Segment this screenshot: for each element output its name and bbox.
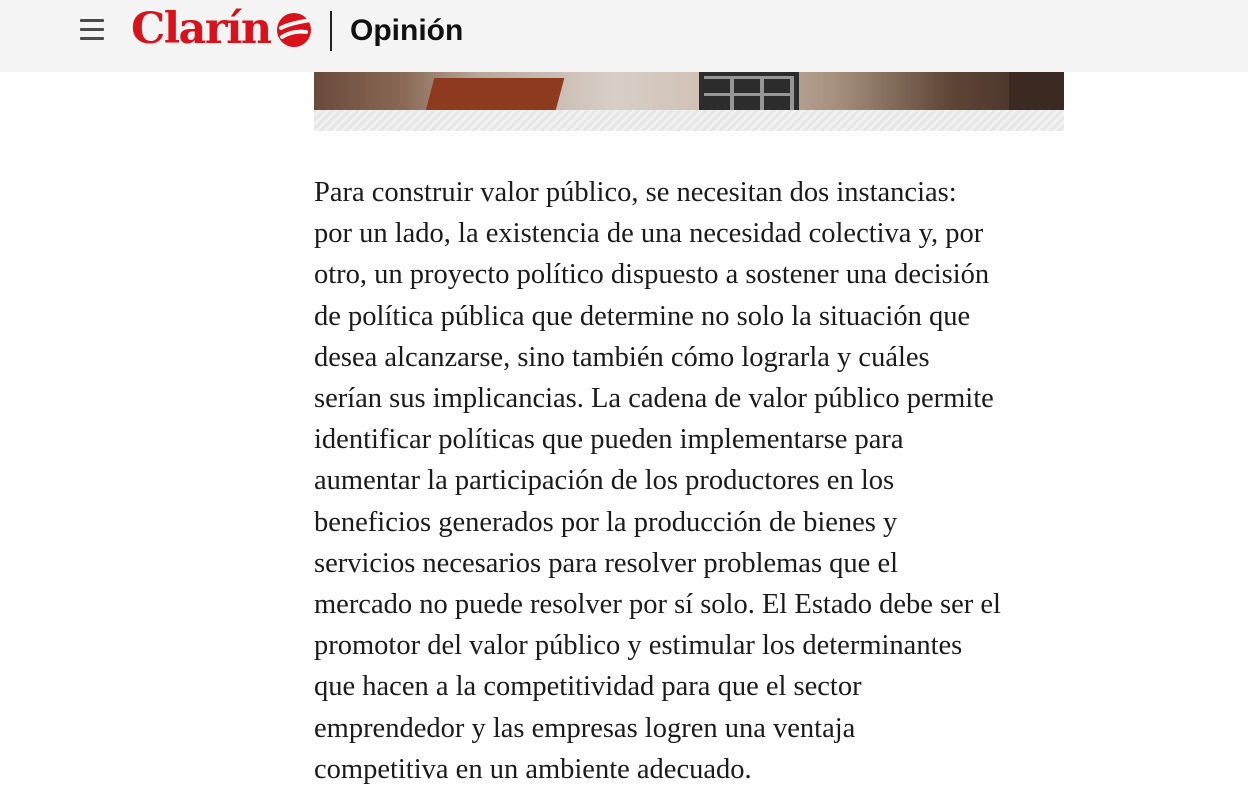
clarin-logo-mark	[272, 10, 316, 50]
hamburger-menu-icon[interactable]	[80, 19, 104, 41]
article-image	[314, 72, 1064, 110]
logo-wordmark: Clarín	[131, 4, 271, 54]
site-logo[interactable]	[131, 4, 316, 54]
header-divider	[330, 11, 332, 51]
section-title[interactable]: Opinión	[350, 14, 464, 47]
article-paragraph: Para construir valor público, se necesitan dos instancias: por un lado, la existencia de una necesidad colectiva y, por otro, un proyecto político dispuesto a sostener una decisión de política pública que determine no solo la situación que desea alcanzarse, sino también cómo lograrla y cuáles serían sus implicancias. La cadena de valor público permite identificar políticas que pueden implementarse para aumentar la participación de los productores en los beneficios generados por la producción de bienes y servicios necesarios para resolver problemas que el mercado no puede resolver por sí solo. El Estado debe ser el promotor del valor público y estimular los determinantes que hacen a la competitividad para que el sector emprendedor y las empresas logren una ventaja competitiva en un ambiente adecuado.	[314, 177, 1001, 785]
image-dark-edge	[1009, 72, 1064, 110]
image-awning-shape	[424, 78, 565, 110]
site-header	[0, 0, 1248, 72]
image-window-grid	[704, 76, 794, 110]
image-caption-bar	[314, 110, 1064, 131]
